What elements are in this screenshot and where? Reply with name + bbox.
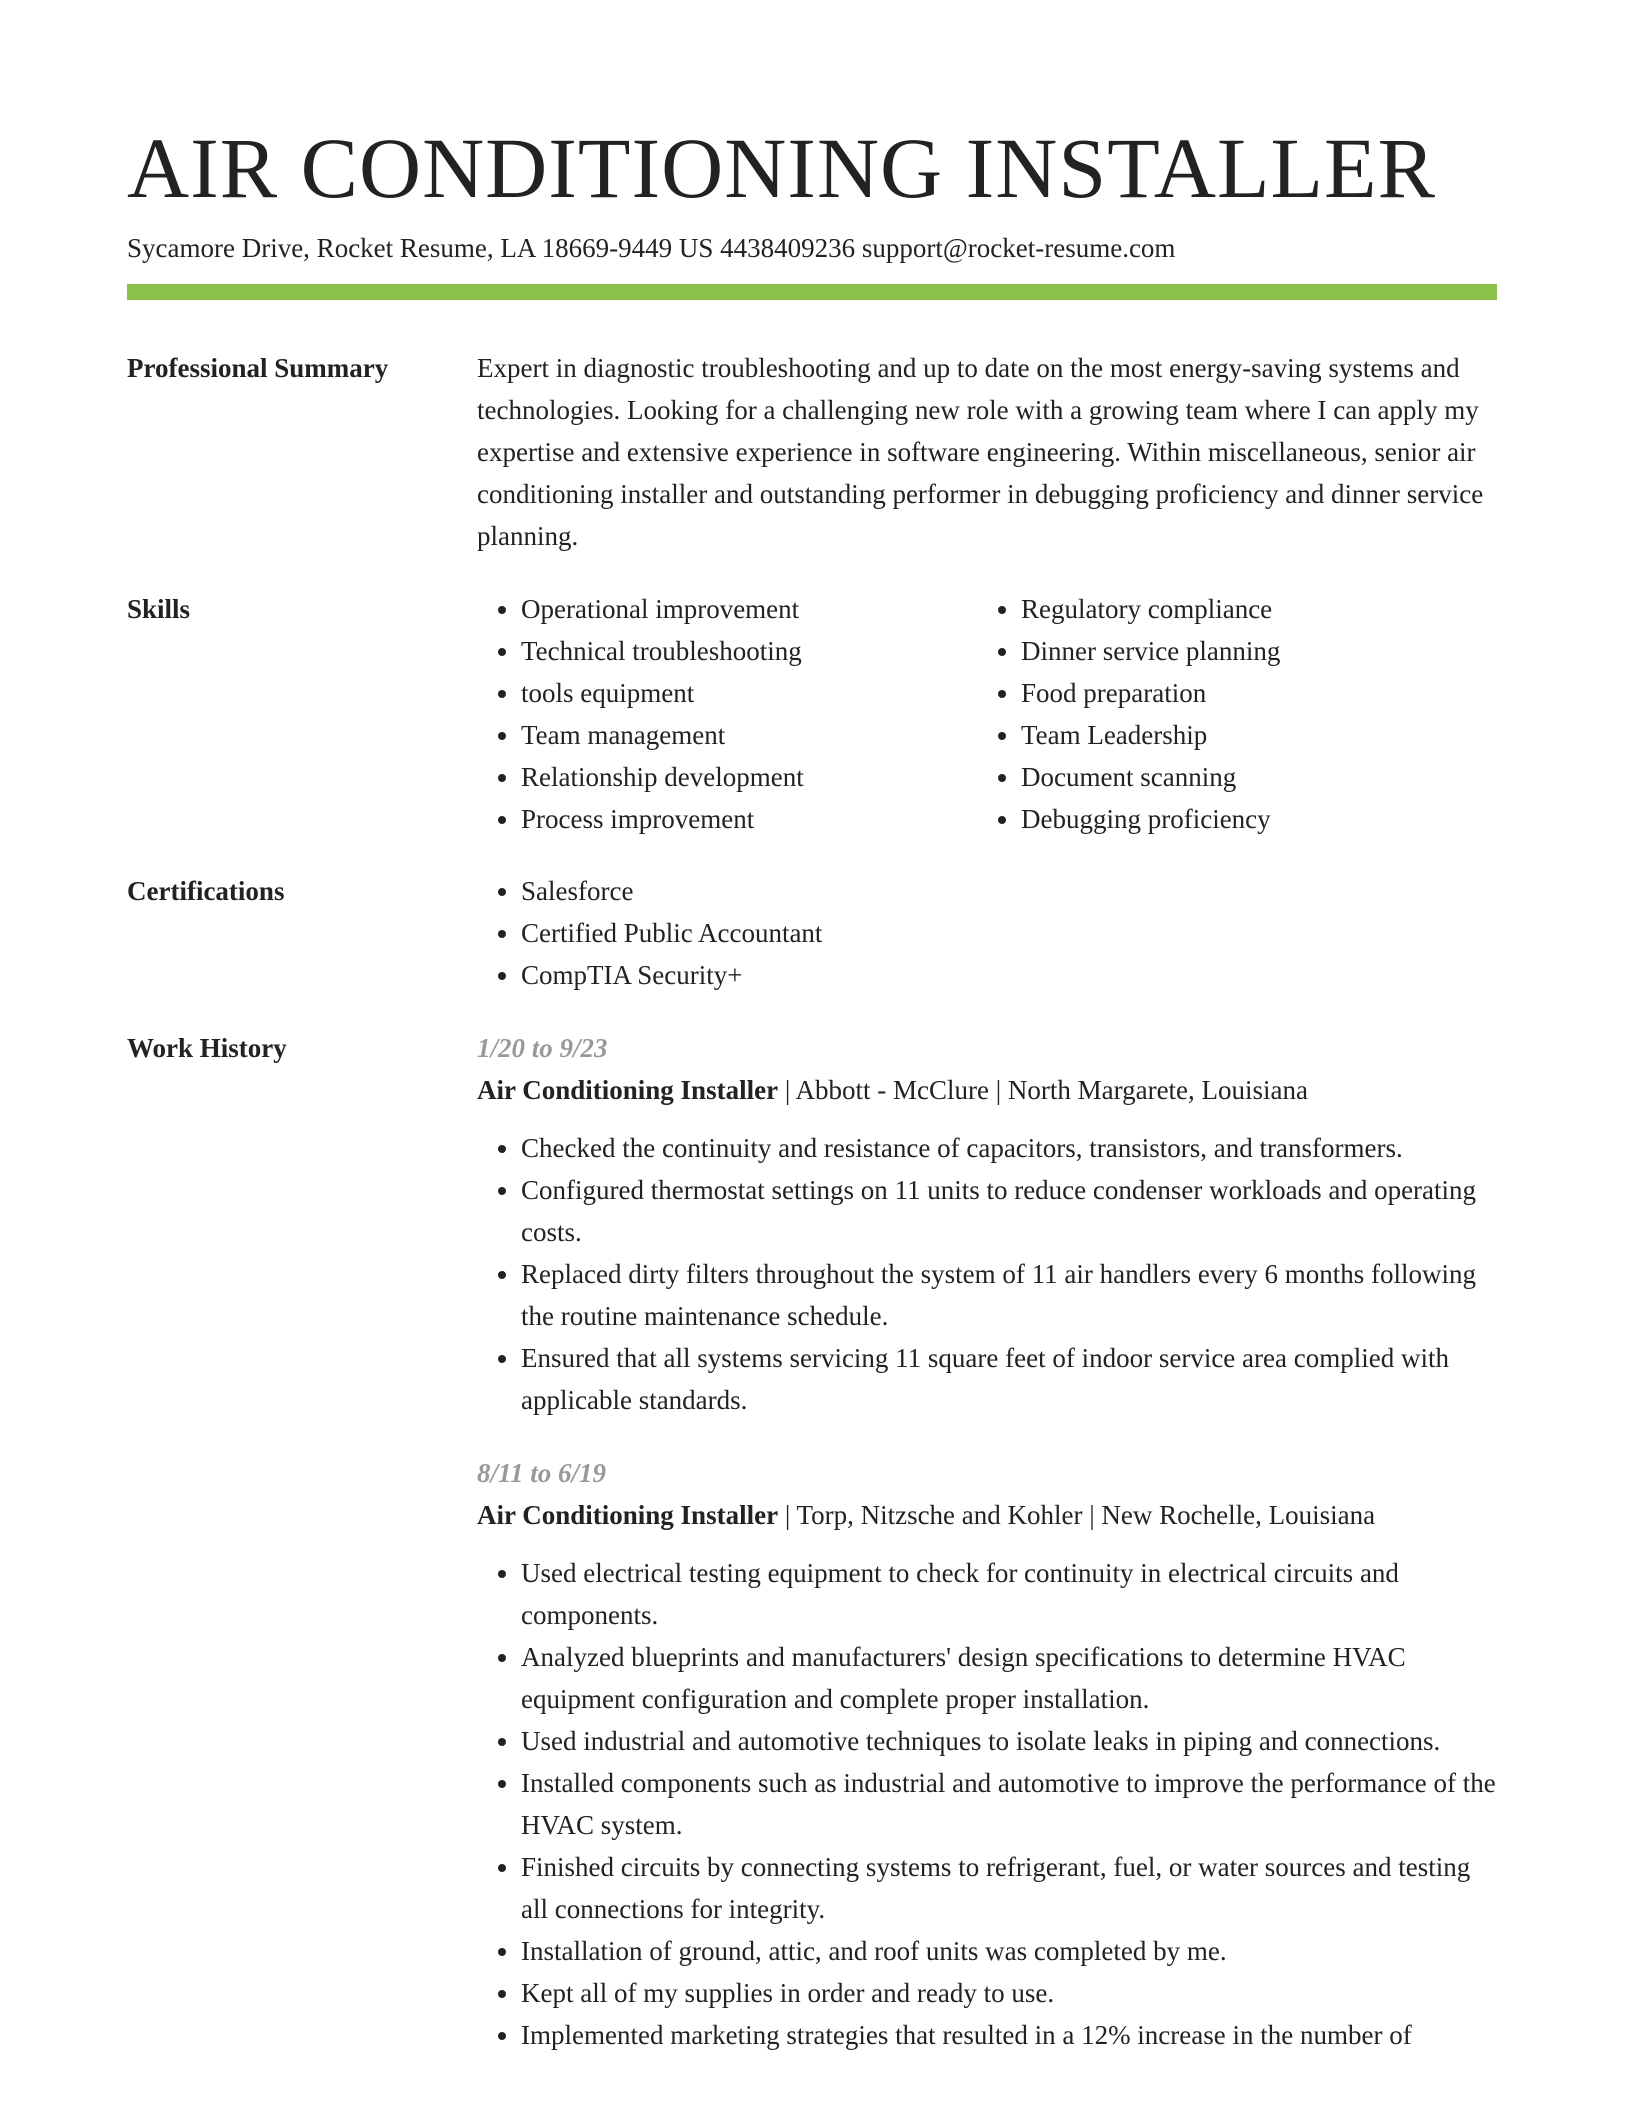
contact-line: Sycamore Drive, Rocket Resume, LA 18669-9449 US 4438409236 support@rocket-resume.com — [127, 233, 1176, 263]
section-label-work-history: Work History — [127, 1033, 287, 1063]
resume-header — [127, 118, 1497, 266]
job-bullet: • Used electrical testing equipment to check for continuity in electrical circuits and components. — [521, 1552, 1497, 1636]
job-bullet: • Installation of ground, attic, and roof units was completed by me. — [521, 1930, 1497, 1972]
accent-divider — [127, 284, 1497, 300]
section-label-summary: Professional Summary — [127, 353, 389, 383]
skill-item: • Dinner service planning — [1021, 630, 1521, 672]
job-bullet: • Finished circuits by connecting systems to refrigerant, fuel, or water sources and testing all connections for integrity. — [521, 1846, 1497, 1930]
summary-text: Expert in diagnostic troubleshooting and up to date on the most energy-saving systems and technologies. Looking for a challenging new role with a growing team where I can apply my expertise and extensive experience in software engineering. Within miscellaneous, senior air conditioning installer and outstanding performer in debugging proficiency and dinner service planning. — [477, 353, 1484, 551]
skills-list-left — [477, 588, 1001, 840]
job-dates: 8/11 to 6/19 — [477, 1458, 607, 1488]
job-entry — [477, 1452, 1497, 2056]
job-bullets — [477, 1552, 1497, 2056]
skill-item: • Regulatory compliance — [1021, 588, 1521, 630]
certifications-content — [477, 870, 1497, 996]
certifications-list — [477, 870, 1497, 996]
job-bullet: • Replaced dirty filters throughout the system of 11 air handlers every 6 months following the routine maintenance schedule. — [521, 1253, 1497, 1337]
job-title: Air Conditioning Installer — [477, 1075, 779, 1105]
skill-item: • Food preparation — [1021, 672, 1521, 714]
skill-item: • Debugging proficiency — [1021, 798, 1521, 840]
job-bullet: • Configured thermostat settings on 11 units to reduce condenser workloads and operating costs. — [521, 1169, 1497, 1253]
section-label-skills: Skills — [127, 594, 191, 624]
job-heading — [477, 1069, 1497, 1111]
skill-item: • Document scanning — [1021, 756, 1521, 798]
job-entry — [477, 1027, 1497, 1421]
certification-item: • Salesforce — [521, 870, 1497, 912]
job-employer-location: | Torp, Nitzsche and Kohler | New Rochelle, Louisiana — [778, 1500, 1376, 1530]
job-bullet: • Ensured that all systems servicing 11 square feet of indoor service area complied with applicable standards. — [521, 1337, 1497, 1421]
skills-list-right — [977, 588, 1521, 840]
summary-content — [477, 347, 1497, 557]
job-bullet: • Kept all of my supplies in order and ready to use. — [521, 1972, 1497, 2014]
job-bullet: • Checked the continuity and resistance of capacitors, transistors, and transformers. — [521, 1127, 1497, 1169]
certification-item: • CompTIA Security+ — [521, 954, 1497, 996]
job-bullet: • Analyzed blueprints and manufacturers' design specifications to determine HVAC equipment configuration and complete proper installation. — [521, 1636, 1497, 1720]
skills-content — [477, 588, 1497, 840]
job-bullet: • Used industrial and automotive techniques to isolate leaks in piping and connections. — [521, 1720, 1497, 1762]
skill-item: • Process improvement — [521, 798, 1001, 840]
skill-item: • Team Leadership — [1021, 714, 1521, 756]
job-employer-location: | Abbott - McClure | North Margarete, Louisiana — [778, 1075, 1309, 1105]
section-label-certifications: Certifications — [127, 876, 285, 906]
skill-item: • Relationship development — [521, 756, 1001, 798]
work-history-content — [477, 1027, 1497, 2056]
job-bullets — [477, 1127, 1497, 1421]
job-heading — [477, 1494, 1497, 1536]
job-bullet: • Implemented marketing strategies that resulted in a 12% increase in the number of — [521, 2014, 1497, 2056]
job-dates: 1/20 to 9/23 — [477, 1033, 608, 1063]
job-title: Air Conditioning Installer — [477, 1500, 779, 1530]
skill-item: • Technical troubleshooting — [521, 630, 1001, 672]
skill-item: • tools equipment — [521, 672, 1001, 714]
skill-item: • Team management — [521, 714, 1001, 756]
skill-item: • Operational improvement — [521, 588, 1001, 630]
job-bullet: • Installed components such as industrial and automotive to improve the performance of the HVAC system. — [521, 1762, 1497, 1846]
candidate-name: AIR CONDITIONING INSTALLER — [127, 120, 1436, 216]
certification-item: • Certified Public Accountant — [521, 912, 1497, 954]
